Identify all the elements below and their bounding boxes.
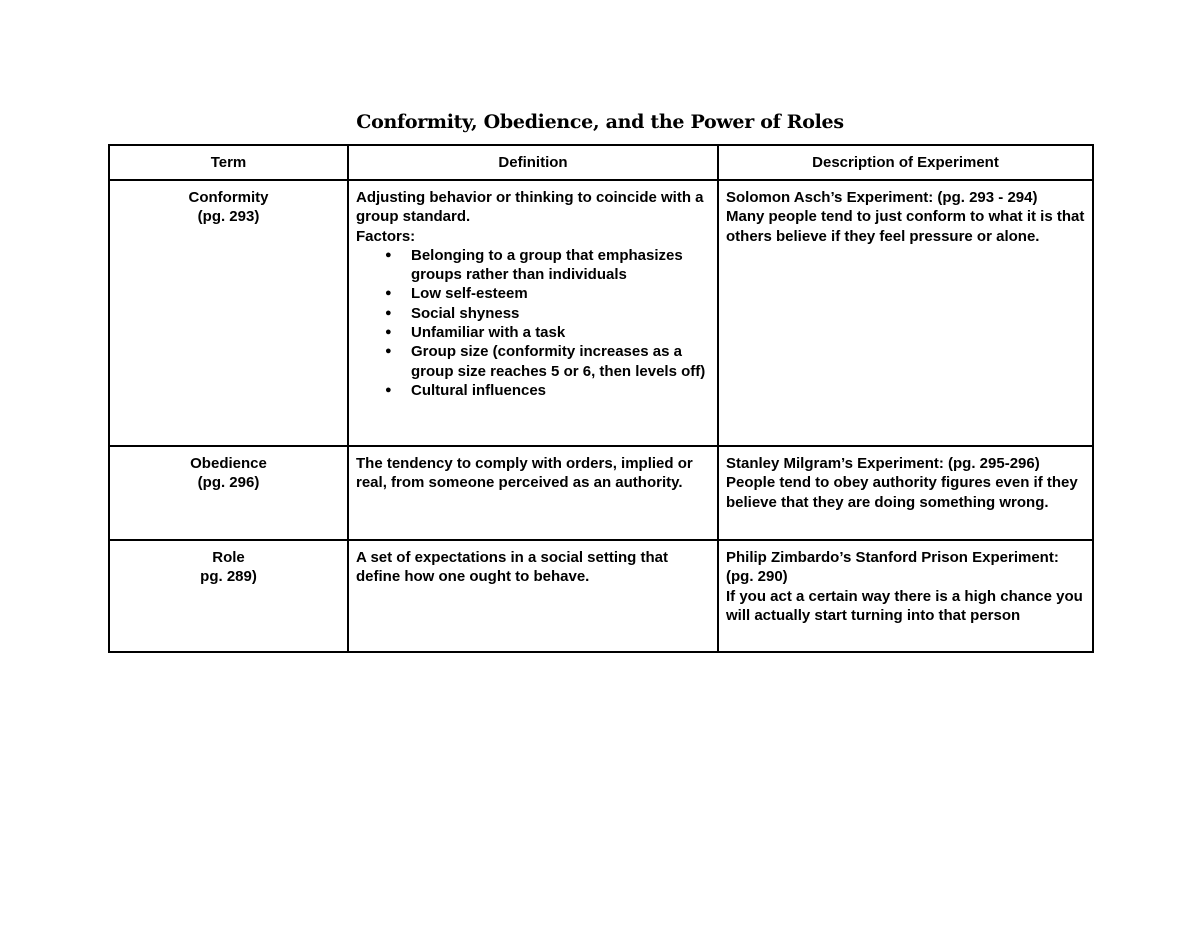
experiment-text: Many people tend to just conform to what it is that others believe if they feel pressure or alone. [726,208,1085,245]
bullet-icon: ● [385,306,392,319]
list-item: ● Group size (conformity increases as a group size reaches 5 or 6, then levels off) [385,343,706,380]
term-cell [109,180,348,446]
experiment-title: Stanley Milgram’s Experiment: (pg. 295-296) [726,455,1040,472]
definition-text: The tendency to comply with orders, implied or real, from someone perceived as an authority. [356,455,693,492]
bullet-icon: ● [385,248,392,261]
list-item: ● Social shyness [385,304,520,322]
definition-text: Adjusting behavior or thinking to coincide with a group standard. [356,189,704,226]
experiment-text: If you act a certain way there is a high chance you will actually start turning into that person [726,587,1083,624]
experiment-title: Solomon Asch’s Experiment: (pg. 293 - 294) [726,189,1038,206]
bullet-icon: ● [385,345,392,358]
bullet-icon: ● [385,287,392,300]
experiment-cell [718,446,1093,540]
definition-cell [348,540,718,652]
term-name: Role [212,549,245,566]
table-row-conformity [109,180,1093,446]
list-item: ● Belonging to a group that emphasizes groups rather than individuals [385,246,683,284]
experiment-cell [718,180,1093,446]
definition-text: A set of expectations in a social setting that define how one ought to behave. [356,549,669,586]
definition-cell [348,446,718,540]
list-item: ● Cultural influences [385,381,547,399]
term-cell [109,446,348,540]
table-header-row [109,145,1093,180]
bullet-icon: ● [385,326,392,339]
term-page: (pg. 293) [197,208,260,226]
list-item: ● Low self-esteem [385,285,528,303]
header-term: Term [109,145,348,180]
factors-list [356,246,710,400]
term-cell [109,540,348,652]
term-page: (pg. 296) [197,474,260,492]
definition-cell [348,180,718,446]
bullet-icon: ● [385,383,392,396]
table-row-role [109,540,1093,652]
term-name: Conformity [188,189,269,206]
experiment-cell [718,540,1093,652]
experiment-title: Philip Zimbardo’s Stanford Prison Experiment: (pg. 290) [726,549,1059,586]
table-row-obedience [109,446,1093,540]
document-title: Conformity, Obedience, and the Power of Roles [356,111,844,133]
experiment-text: People tend to obey authority figures even if they believe that they are doing something wrong. [726,474,1078,511]
factors-label: Factors: [356,227,416,245]
terms-table [108,144,1094,653]
header-definition: Definition [348,145,718,180]
term-name: Obedience [190,455,267,472]
term-page: pg. 289) [200,568,257,586]
header-experiment: Description of Experiment [718,145,1093,180]
list-item: ● Unfamiliar with a task [385,324,566,342]
